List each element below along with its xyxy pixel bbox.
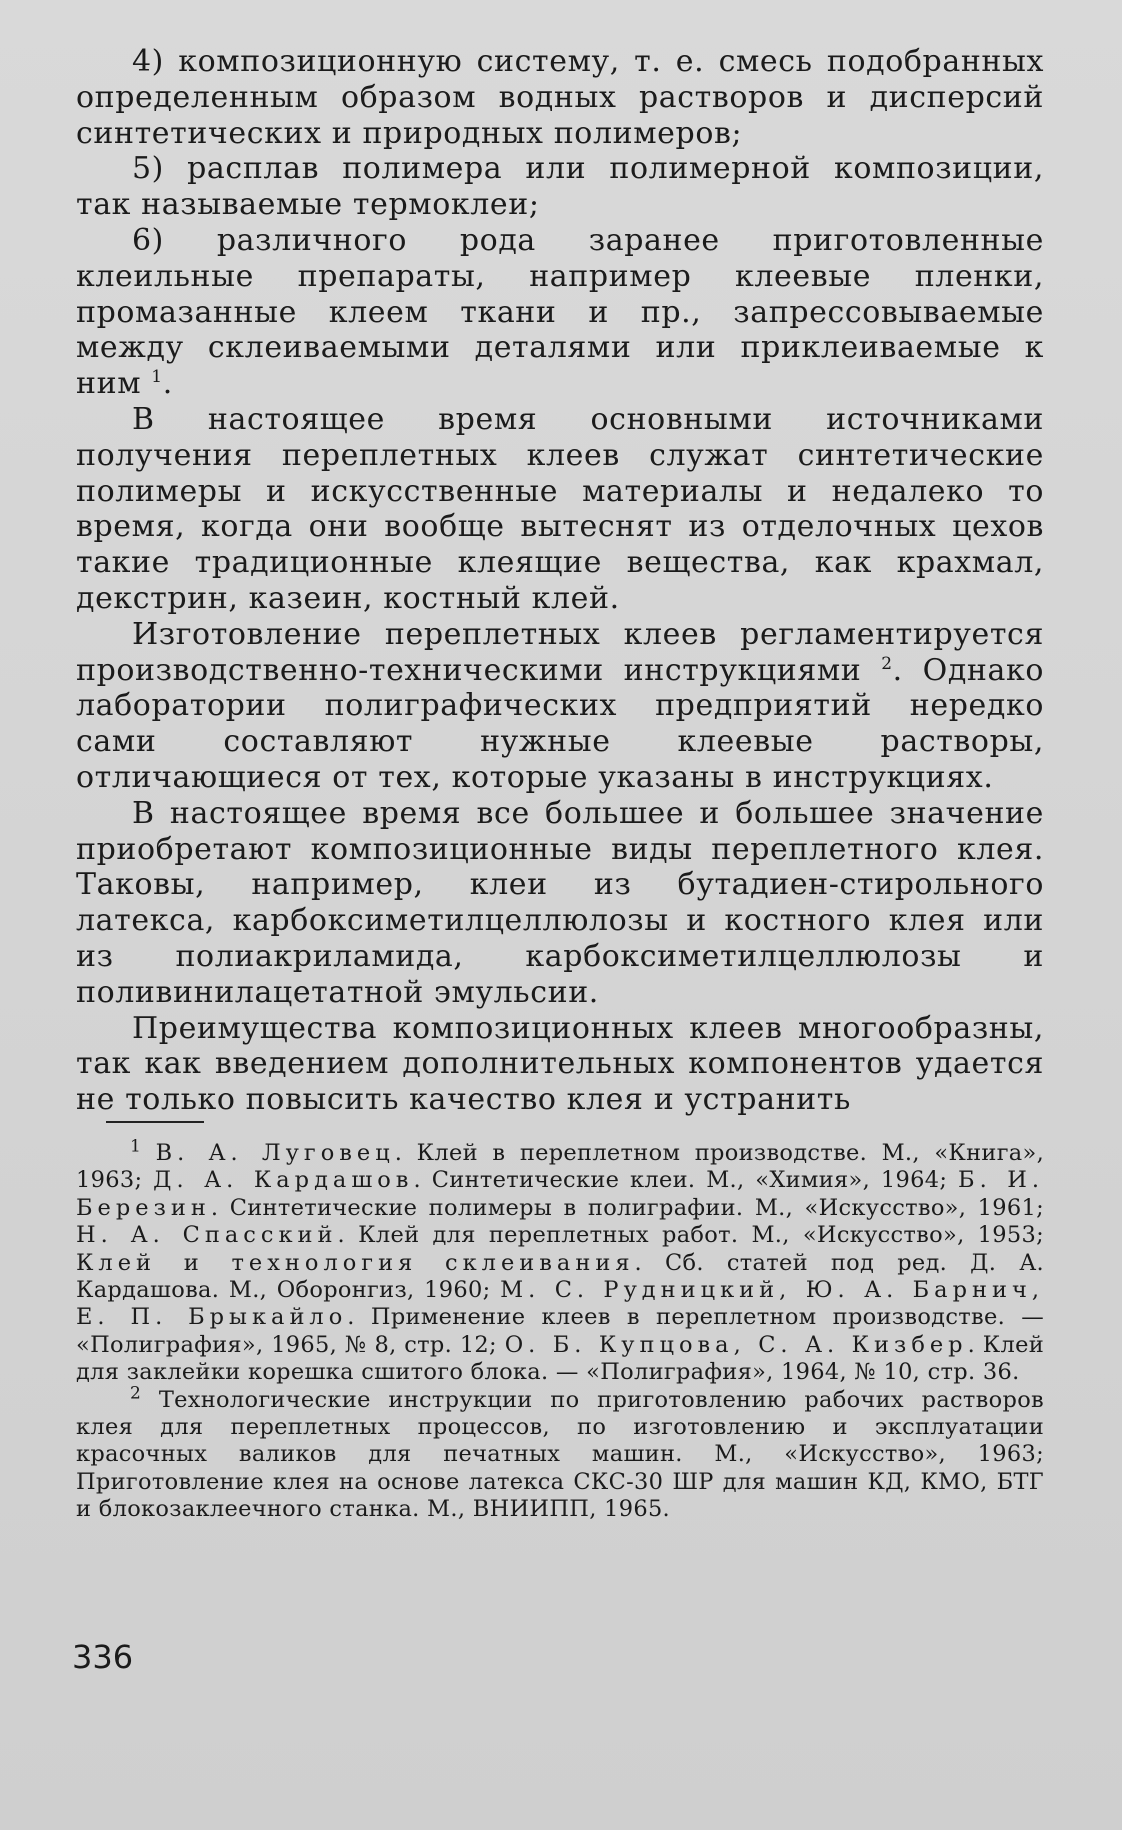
author: О. Б. Купцова, С. А. Кизбер [504, 1331, 968, 1358]
paragraph: 5) расплав полимера или полимерной композиции, так называемые термоклеи; [76, 151, 1044, 223]
footnote-1: $^1$ В. А. Луговец. Клей в переплетном производстве. М., «Книга», 1963; Д. А. Кардашов. Синтетические клеи. М., «Химия», 1964; Б. И. Березин. Синтетические полимеры в полиграфии. М., «Искусство», 1961; Н. А. Спасский. Клей для переплетных работ. М., «Искусство», 1953; Клей и технология склеивания. Сб. статей под ред. Д. А. Кардашова. М., Оборонгиз, 1960; М. С. Рудницкий, Ю. А. Барнич, Е. П. Брыкайло. Применение клеев в переплетном производстве. — «Полиграфия», 1965, № 8, стр. 12; О. Б. Купцова, С. А. Кизбер. Клей для заклейки корешка сшитого блока. — «Полиграфия», 1964, № 10, стр. 36. [76, 1136, 1045, 1386]
main-text [76, 44, 1044, 1118]
paragraph: Преимущества композиционных клеев многообразны, так как введением дополнительных компонентов удается не только повысить качество клея и устранить [76, 1010, 1044, 1118]
author: Д. А. Кардашов [153, 1167, 414, 1194]
footnote-divider [106, 1121, 204, 1123]
author: Б. И. Березин [76, 1167, 1045, 1221]
footnote-2: $^2$ Технологические инструкции по приготовлению рабочих растворов клея для переплетных процессов, по изготовлению и эксплуатации красочных валиков для печатных машин. М., «Искусство», 1963; Приготовление клея на основе латекса СКС-30 ШР для машин КД, КМО, БТГ и блокозаклеечного станка. М., ВНИИПП, 1965. [76, 1383, 1045, 1523]
collection-title: Клей и технология склеивания [76, 1249, 635, 1276]
footnote-ref-1: 1 [151, 367, 163, 388]
author: Н. А. Спасский [76, 1222, 338, 1249]
footnote-mark: 1 [130, 1136, 142, 1157]
paragraph: 6) различного рода заранее приготовленные клеильные препараты, например клеевые пленки, промазанные клеем ткани и пр., запрессовываемые между склеиваемыми деталями или приклеиваемые к ним $^1$. [76, 222, 1044, 402]
paragraph: Изготовление переплетных клеев регламентируется производственно-техническими инструкциями $^2$. Однако лаборатории полиграфических предприятий нередко сами составляют нужные клеевые растворы, отличающиеся от тех, которые указаны в инструкциях. [76, 616, 1045, 795]
paragraph: В настоящее время основными источниками получения переплетных клеев служат синтетические полимеры и искусственные материалы и недалеко то время, когда они вообще вытеснят из отделочных цехов такие традиционные клеящие вещества, как крахмал, декстрин, казеин, костный клей. [76, 401, 1044, 616]
footnote-mark: 2 [130, 1383, 142, 1404]
footnote-ref-2: 2 [881, 653, 893, 674]
author: М. С. Рудницкий, Ю. А. Барнич, Е. П. Брыкайло [76, 1277, 1044, 1331]
paragraph: В настоящее время все большее и большее значение приобретают композиционные виды переплетного клея. Таковы, например, клеи из бутадиен-стирольного латекса, карбоксиметилцеллюлозы и костного клея или из полиакриламида, карбоксиметилцеллюлозы и поливинилацетатной эмульсии. [76, 795, 1044, 1010]
page-number: 336 [72, 1638, 134, 1676]
footnotes [76, 1136, 1045, 1524]
author: В. А. Луговец [155, 1140, 395, 1166]
paragraph: 4) композиционную систему, т. е. смесь подобранных определенным образом водных растворов и дисперсий синтетических и природных полимеров; [76, 44, 1044, 151]
